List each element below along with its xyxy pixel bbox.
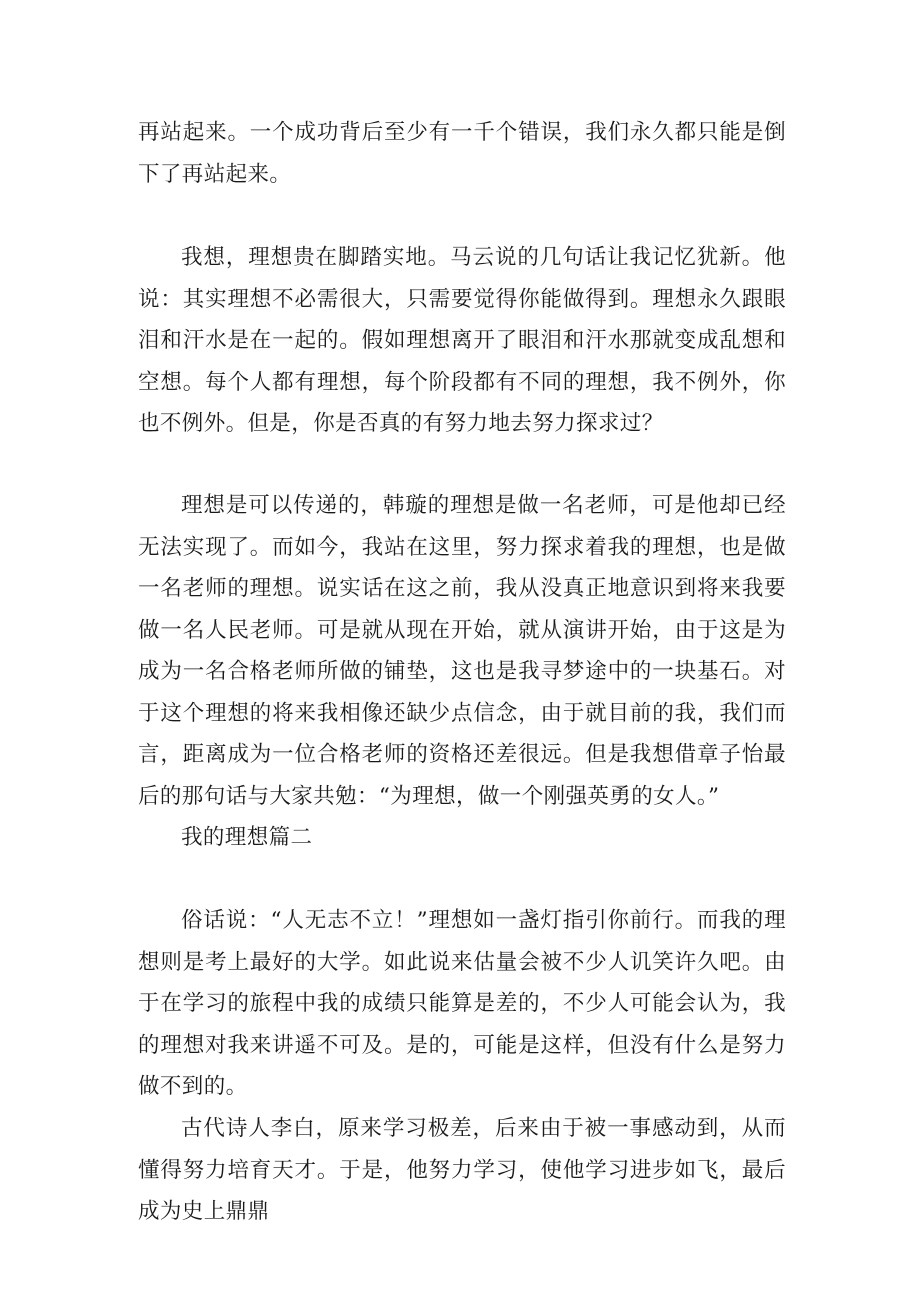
section-title: 我的理想篇二 (181, 825, 313, 850)
paragraph-li-bai: 古代诗人李白，原来学习极差，后来由于被一事感动到，从而懂得努力培育天才。于是，他努力学习，使他学习进步如飞，最后成为史上鼎鼎 (138, 1116, 786, 1224)
paragraph-continuation: 再站起来。一个成功背后至少有一千个错误，我们永久都只能是倒下了再站起来。 (138, 120, 786, 187)
paragraph-best-university: 俗话说：“人无志不立！”理想如一盏灯指引你前行。而我的理想则是考上最好的大学。如此说来估量会被不少人讥笑许久吧。由于在学习的旅程中我的成绩只能算是差的，不少人可能会认为，我的理想对我来讲遥不可及。是的，可能是这样，但没有什么是努力做不到的。 (138, 908, 786, 1099)
paragraph-ideal-down-to-earth: 我想，理想贵在脚踏实地。马云说的几句话让我记忆犹新。他说：其实理想不必需很大，只需要觉得你能做得到。理想永久跟眼泪和汗水是在一起的。假如理想离开了眼泪和汗水那就变成乱想和空想。每个人都有理想，每个阶段都有不同的理想，我不例外，你也不例外。但是，你是否真的有努力地去努力探求过？ (138, 245, 786, 436)
paragraph-ideal-teacher: 理想是可以传递的，韩璇的理想是做一名老师，可是他却已经无法实现了。而如今，我站在这里，努力探求着我的理想，也是做一名老师的理想。说实话在这之前，我从没真正地意识到将来我要做一名人民老师。可是就从现在开始，就从演讲开始，由于这是为成为一名合格老师所做的铺垫，这也是我寻梦途中的一块基石。对于这个理想的将来我相像还缺少点信念，由于就目前的我，我们而言，距离成为一位合格老师的资格还差很远。但是我想借章子怡最后的那句话与大家共勉：“为理想，做一个刚强英勇的女人。” (138, 493, 786, 809)
